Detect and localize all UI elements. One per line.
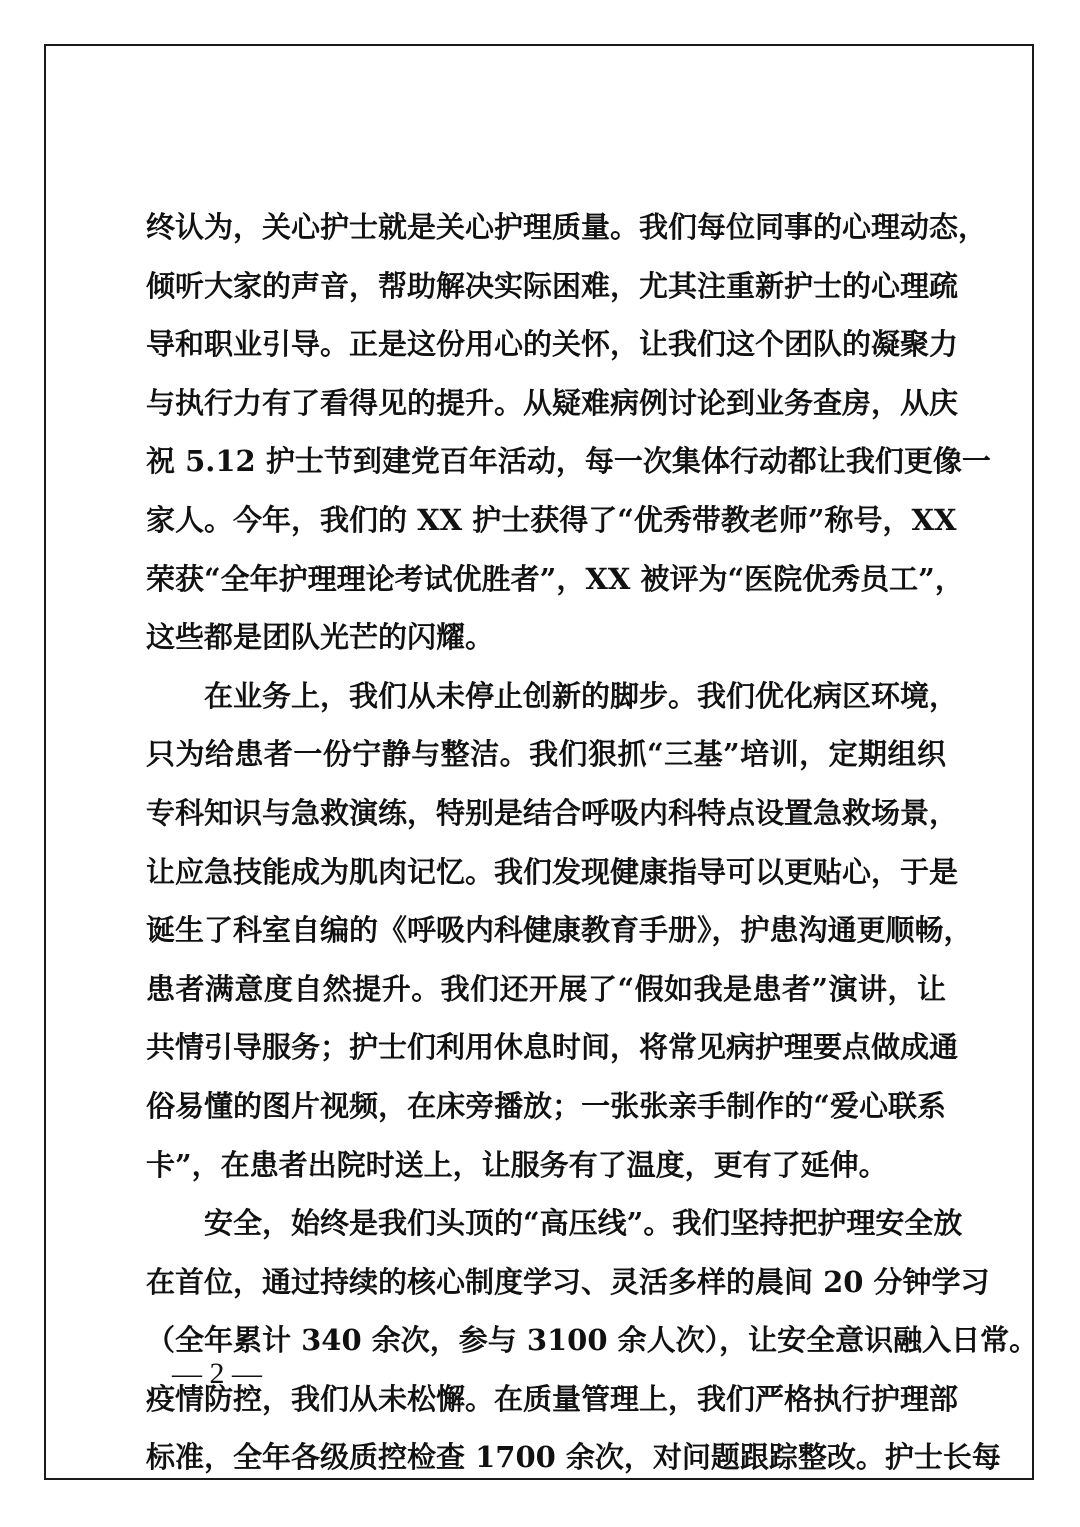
text-line: 俗易懂的图片视频，在床旁播放；一张张亲手制作的“爱心联系 <box>146 1088 946 1123</box>
text-line: 在首位，通过持续的核心制度学习、灵活多样的晨间 20 分钟学习 <box>146 1264 990 1299</box>
text-line: 祝 5.12 护士节到建党百年活动，每一次集体行动都让我们更像一 <box>146 444 991 479</box>
text-line: 患者满意度自然提升。我们还开展了“假如我是患者”演讲，让 <box>146 971 946 1006</box>
text-line: 疫情防控，我们从未松懈。在质量管理上，我们严格执行护理部 <box>146 1381 959 1416</box>
text-line: 在业务上，我们从未停止创新的脚步。我们优化病区环境， <box>204 678 959 713</box>
text-line: 安全，始终是我们头顶的“高压线”。我们坚持把护理安全放 <box>204 1206 963 1241</box>
text-line: 卡”，在患者出院时送上，让服务有了温度，更有了延伸。 <box>146 1147 888 1182</box>
text-line: （全年累计 340 余次，参与 3100 余人次），让安全意识融入日常。 <box>146 1323 1039 1358</box>
text-line: 标准，全年各级质控检查 1700 余次，对问题跟踪整改。护士长每 <box>146 1440 1001 1475</box>
text-line: 诞生了科室自编的《呼吸内科健康教育手册》，护患沟通更顺畅， <box>146 913 973 948</box>
text-line: 家人。今年，我们的 XX 护士获得了“优秀带教老师”称号，XX <box>146 502 957 537</box>
text-line: 让应急技能成为肌肉记忆。我们发现健康指导可以更贴心，于是 <box>146 854 959 889</box>
text-line: 共情引导服务；护士们利用休息时间，将常见病护理要点做成通 <box>146 1030 959 1065</box>
page-number: — 2 — <box>172 1357 262 1390</box>
text-line: 导和职业引导。正是这份用心的关怀，让我们这个团队的凝聚力 <box>146 327 959 362</box>
text-line: 与执行力有了看得见的提升。从疑难病例讨论到业务查房，从庆 <box>146 385 959 420</box>
text-line: 倾听大家的声音，帮助解决实际困难，尤其注重新护士的心理疏 <box>146 268 959 303</box>
text-line: 终认为，关心护士就是关心护理质量。我们每位同事的心理动态， <box>146 210 988 244</box>
text-line: 荣获“全年护理理论考试优胜者”，XX 被评为“医院优秀员工”， <box>146 561 964 596</box>
text-line: 这些都是团队光芒的闪耀。 <box>146 620 495 655</box>
text-line: 专科知识与急救演练，特别是结合呼吸内科特点设置急救场景， <box>146 795 959 830</box>
text-line: 只为给患者一份宁静与整洁。我们狠抓“三基”培训，定期组织 <box>146 737 946 772</box>
body-text <box>146 198 1039 1487</box>
